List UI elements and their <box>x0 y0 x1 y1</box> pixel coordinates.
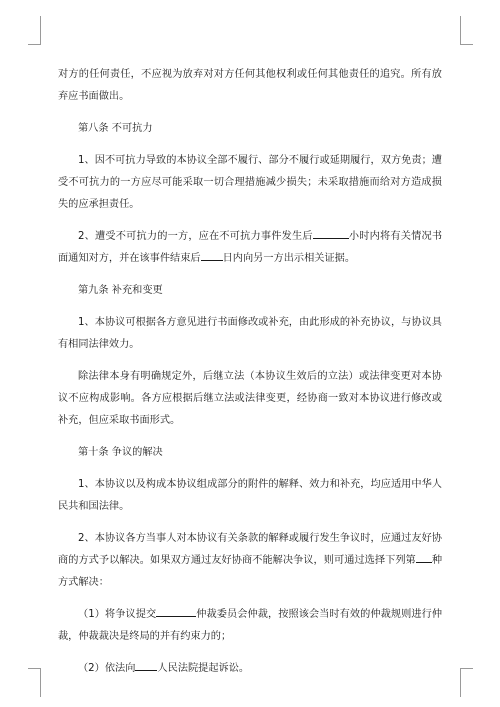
blank-field-days[interactable] <box>201 249 223 261</box>
crop-mark-top-right <box>460 16 473 45</box>
clause-text: 日内向另一方出示相关证据。 <box>222 253 356 264</box>
article-10-option-2 <box>58 658 442 680</box>
blank-field-arbitration-commission[interactable] <box>156 605 196 617</box>
article-8-clause-1: 1、因不可抗力导致的本协议全部不履行、部分不履行或延期履行，双方免责；遭受不可抗力的一方应尽可能采取一切合理措施减少损失；未采取措施而给对方造成损失的应承担责任。 <box>58 155 442 210</box>
crop-mark-bottom-right <box>460 668 473 697</box>
article-9-clause-2: 除法律本身有明确规定外，后继立法（本协议生效后的立法）或法律变更对本协议不应构成影响。各方应根据后继立法或法律变更，经协商一致对本协议进行修改或补充，但应采取书面形式。 <box>58 371 442 426</box>
blank-field-hours[interactable] <box>313 227 349 239</box>
paragraph-continuation: 对方的任何责任，不应视为放弃对对方任何其他权利或任何其他责任的追究。所有放弃应书面做出。 <box>58 69 442 102</box>
clause-text: 2、本协议各方当事人对本协议有关条款的解释或履行发生争议时，应通过友好协商的方式予以解决。如果双方通过友好协商不能解决争议，则可通过选择下列第 <box>58 533 442 566</box>
article-8-clause-2 <box>58 226 442 270</box>
article-9-clause-1: 1、本协议可根据各方意见进行书面修改或补充，由此形成的补充协议，与协议具有相同法律效力。 <box>58 317 442 350</box>
crop-mark-bottom-left <box>28 668 41 697</box>
clause-text: （1）将争议提交 <box>78 609 157 620</box>
blank-field-option-number[interactable] <box>416 551 432 563</box>
article-8-heading: 第八条 不可抗力 <box>78 123 153 134</box>
article-10-clause-2 <box>58 528 442 594</box>
article-10-option-1 <box>58 604 442 648</box>
crop-mark-top-left <box>28 16 41 45</box>
article-9-heading: 第九条 补充和变更 <box>78 285 163 296</box>
clause-text: （2）依法向 <box>78 663 136 674</box>
clause-text: 小时内将有关情况书面通知对方，并在该事件结束后 <box>58 231 443 264</box>
clause-text: 人民法院提起诉讼。 <box>157 663 250 674</box>
clause-text: 种方式解决： <box>58 555 443 588</box>
article-10-heading: 第十条 争议的解决 <box>78 447 163 458</box>
blank-field-court[interactable] <box>135 659 157 671</box>
document-body <box>58 64 442 690</box>
article-10-clause-1: 1、本协议以及构成本协议组成部分的附件的解释、效力和补充，均应适用中华人民共和国法律。 <box>58 479 442 512</box>
clause-text: 仲裁委员会仲裁，按照该会当时有效的仲裁规则进行仲裁，仲裁裁决是终局的并有约束力的； <box>58 609 443 642</box>
clause-text: 2、遭受不可抗力的一方，应在不可抗力事件发生后 <box>78 231 313 242</box>
